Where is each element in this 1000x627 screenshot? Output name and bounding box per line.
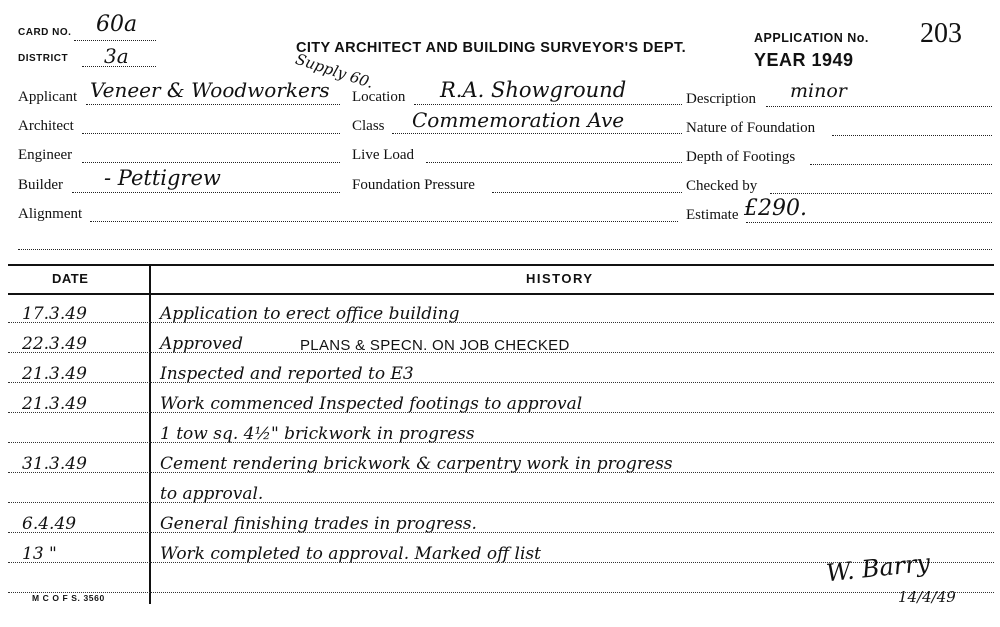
district-value: 3a (104, 44, 129, 68)
card-no-line (74, 40, 156, 41)
table-top-rule (8, 264, 994, 266)
live-load-line (426, 162, 682, 163)
row-date: 21.3.49 (22, 364, 87, 384)
applicant-line (86, 104, 340, 105)
row-history: Work completed to approval. Marked off list (160, 544, 541, 564)
estimate-line (746, 222, 992, 223)
row-history: Inspected and reported to E3 (160, 364, 414, 384)
year-label: YEAR 1949 (754, 50, 854, 70)
location-line (414, 104, 682, 105)
department-title: CITY ARCHITECT AND BUILDING SURVEYOR'S DEPT. (296, 40, 687, 56)
engineer-line (82, 162, 340, 163)
nature-foundation-line (832, 135, 992, 136)
row-history: to approval. (160, 484, 264, 504)
row-history: Approved (160, 334, 243, 354)
checked-by-label: Checked by (686, 178, 758, 194)
location-label: Location (352, 89, 406, 105)
description-line (766, 106, 992, 107)
signature-date: 14/4/49 (898, 588, 956, 606)
location-value: R.A. Showground (440, 78, 627, 102)
row-date: 13 " (22, 544, 57, 564)
row-history: 1 tow sq. 4½" brickwork in progress (160, 424, 475, 444)
applicant-value: Veneer & Woodworkers (90, 78, 330, 102)
builder-value: - Pettigrew (104, 166, 221, 190)
class-label: Class (352, 118, 385, 134)
row-date: 22.3.49 (22, 334, 87, 354)
row-date: 17.3.49 (22, 304, 87, 324)
date-column-divider (149, 264, 151, 604)
row-history: Work commenced Inspected footings to approval (160, 394, 583, 414)
architect-line (82, 133, 340, 134)
builder-label: Builder (18, 177, 63, 193)
row-date: 6.4.49 (22, 514, 77, 534)
history-column-header: HISTORY (526, 271, 594, 286)
description-label: Description (686, 91, 756, 107)
ruled-line (8, 532, 994, 533)
live-load-label: Live Load (352, 147, 415, 163)
ruled-line (8, 502, 994, 503)
application-label: APPLICATION No. (754, 31, 869, 45)
table-header-rule (8, 293, 994, 295)
card-no-label: CARD NO. (18, 27, 72, 38)
blank-line (18, 249, 992, 250)
application-number: 203 (920, 18, 962, 49)
form-code: M C O F S. 3560 (32, 593, 105, 603)
district-label: DISTRICT (18, 53, 69, 64)
foundation-pressure-label: Foundation Pressure (352, 177, 475, 193)
class-value: Commemoration Ave (412, 108, 625, 132)
alignment-line (90, 221, 678, 222)
architect-label: Architect (18, 118, 74, 134)
inspector-signature: W. Barry (824, 548, 932, 588)
description-value: minor (790, 80, 847, 102)
ruled-line (8, 382, 994, 383)
class-line (392, 133, 682, 134)
date-column-header: DATE (52, 271, 89, 286)
engineer-label: Engineer (18, 147, 73, 163)
depth-footings-line (810, 164, 992, 165)
foundation-pressure-line (492, 192, 682, 193)
nature-foundation-label: Nature of Foundation (686, 120, 816, 136)
estimate-value: £290. (744, 196, 807, 221)
row-date: 31.3.49 (22, 454, 87, 474)
row-date: 21.3.49 (22, 394, 87, 414)
applicant-label: Applicant (18, 89, 78, 105)
ruled-line (8, 322, 994, 323)
row-history: Cement rendering brickwork & carpentry work in progress (160, 454, 673, 474)
depth-footings-label: Depth of Footings (686, 149, 796, 165)
plans-checked-stamp: PLANS & SPECN. ON JOB CHECKED (300, 337, 570, 354)
builder-line (72, 192, 340, 193)
ruled-line (8, 442, 994, 443)
ruled-line (8, 592, 994, 593)
applicant-note: Supply 60. (293, 49, 376, 93)
row-history: General finishing trades in progress. (160, 514, 477, 534)
card-no-value: 60a (96, 12, 138, 37)
row-history: Application to erect office building (160, 304, 460, 324)
checked-by-line (770, 193, 992, 194)
estimate-label: Estimate (686, 207, 739, 223)
alignment-label: Alignment (18, 206, 83, 222)
